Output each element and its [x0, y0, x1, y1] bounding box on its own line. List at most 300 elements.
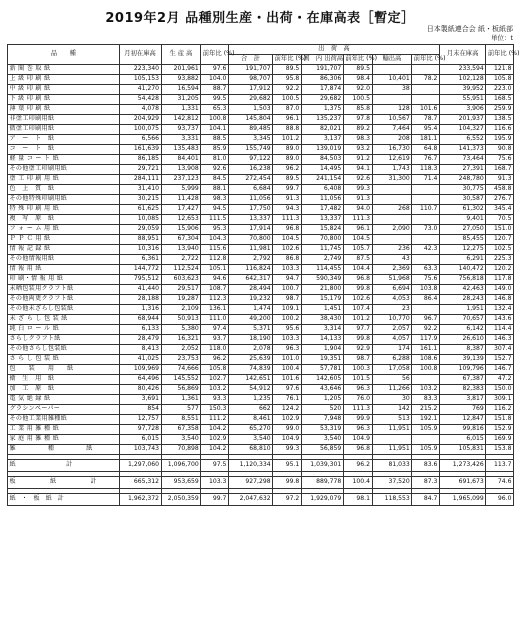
- value-cell: 19,232: [228, 295, 272, 305]
- value-cell: 84,503: [301, 155, 343, 165]
- table-row: [8, 235, 514, 245]
- value-cell: 2,057: [372, 325, 412, 335]
- value-cell: 132.4: [486, 305, 514, 315]
- value-cell: 268: [372, 205, 412, 215]
- value-cell: 12,757: [119, 415, 161, 425]
- value-cell: 99.7: [201, 494, 229, 506]
- value-cell: 70,800: [228, 235, 272, 245]
- value-cell: 74,839: [228, 365, 272, 375]
- value-cell: 272,454: [228, 175, 272, 185]
- value-cell: 513: [372, 415, 412, 425]
- value-cell: [372, 95, 412, 105]
- product-name: 印 刷・情 報 用 紙: [8, 275, 120, 285]
- value-cell: 97.2: [273, 494, 302, 506]
- value-cell: 85,455: [439, 235, 485, 245]
- value-cell: 104.0: [201, 75, 229, 85]
- value-cell: [412, 305, 440, 315]
- value-cell: 100.2: [273, 315, 302, 325]
- page-title: 2019年2月 品種別生産・出荷・在庫高表［暫定］: [105, 11, 415, 26]
- table-row: [8, 435, 514, 445]
- value-cell: 237,123: [161, 175, 201, 185]
- value-cell: [412, 185, 440, 195]
- value-cell: 7,464: [372, 125, 412, 135]
- value-cell: 150.3: [201, 405, 229, 415]
- value-cell: 70,800: [301, 235, 343, 245]
- value-cell: 116.2: [486, 405, 514, 415]
- table-row: [8, 325, 514, 335]
- value-cell: [412, 95, 440, 105]
- value-cell: 38,430: [301, 315, 343, 325]
- value-cell: 143.6: [486, 315, 514, 325]
- value-cell: 6,015: [119, 435, 161, 445]
- product-name: 板 紙 計: [8, 477, 120, 489]
- value-cell: 74.6: [486, 477, 514, 489]
- value-cell: [412, 195, 440, 205]
- table-row: [8, 365, 514, 375]
- value-cell: 47.2: [486, 375, 514, 385]
- value-cell: 151.8: [486, 415, 514, 425]
- product-name: 色 上 質 紙: [8, 185, 120, 195]
- value-cell: [372, 195, 412, 205]
- value-cell: 1,361: [161, 395, 201, 405]
- value-cell: 101.2: [343, 315, 372, 325]
- value-cell: 43: [372, 255, 412, 265]
- value-cell: 96.8: [273, 225, 302, 235]
- value-cell: 16,321: [161, 335, 201, 345]
- value-cell: 17,874: [301, 85, 343, 95]
- value-cell: 78.7: [412, 115, 440, 125]
- value-cell: 120.7: [486, 235, 514, 245]
- value-cell: 2,749: [301, 255, 343, 265]
- value-cell: 1,503: [228, 105, 272, 115]
- value-cell: [412, 215, 440, 225]
- value-cell: 85.8: [343, 105, 372, 115]
- value-cell: 27,391: [439, 165, 485, 175]
- value-cell: 3,314: [301, 325, 343, 335]
- organization-label: 日本製紙連合会 紙・板紙部: [426, 25, 513, 33]
- product-name: 中 級 印 刷 紙: [8, 85, 120, 95]
- value-cell: 118,553: [372, 494, 412, 506]
- value-cell: 112.3: [201, 295, 229, 305]
- value-cell: [412, 255, 440, 265]
- value-cell: 124.2: [273, 405, 302, 415]
- value-cell: 111.5: [201, 215, 229, 225]
- table-row: [8, 460, 514, 472]
- value-cell: 91.2: [343, 155, 372, 165]
- value-cell: 116.6: [486, 125, 514, 135]
- value-cell: 15,906: [161, 225, 201, 235]
- value-cell: 97,122: [228, 155, 272, 165]
- value-cell: 97.7: [343, 325, 372, 335]
- value-cell: 99.3: [273, 445, 302, 455]
- value-cell: 756,818: [439, 275, 485, 285]
- value-cell: 100.8: [201, 115, 229, 125]
- value-cell: 102.6: [273, 245, 302, 255]
- product-name: 特 殊 印 刷 用 紙: [8, 205, 120, 215]
- value-cell: 81.0: [201, 155, 229, 165]
- value-cell: 93.3: [201, 395, 229, 405]
- value-cell: 29,059: [119, 225, 161, 235]
- value-cell: 110.7: [412, 205, 440, 215]
- value-cell: 225.3: [486, 255, 514, 265]
- value-cell: 109,796: [439, 365, 485, 375]
- product-name: 純 白 ロ ー ル 紙: [8, 325, 120, 335]
- product-name: 軽 量 コ ー ト 紙: [8, 155, 120, 165]
- product-name: 雑 種 紙: [8, 445, 120, 455]
- value-cell: 93,737: [161, 125, 201, 135]
- value-cell: 99.0: [273, 425, 302, 435]
- value-cell: 88,951: [119, 235, 161, 245]
- value-cell: 30,215: [119, 195, 161, 205]
- value-cell: 152.9: [486, 425, 514, 435]
- value-cell: 1,451: [301, 305, 343, 315]
- value-cell: 309.1: [486, 395, 514, 405]
- value-cell: 37,520: [372, 477, 412, 489]
- value-cell: 103,743: [119, 445, 161, 455]
- product-name: その他両更クラフト紙: [8, 295, 120, 305]
- value-cell: 215.2: [412, 405, 440, 415]
- value-cell: 16,594: [161, 85, 201, 95]
- product-name: Ｐ Ｐ Ｃ 用 紙: [8, 235, 120, 245]
- value-cell: [412, 85, 440, 95]
- table-row: [8, 65, 514, 75]
- value-cell: 19,287: [161, 295, 201, 305]
- value-cell: 70,898: [161, 445, 201, 455]
- value-cell: 64,496: [119, 375, 161, 385]
- value-cell: 15,824: [301, 225, 343, 235]
- value-cell: 91.3: [273, 195, 302, 205]
- value-cell: 1,962,372: [119, 494, 161, 506]
- value-cell: 105.8: [486, 75, 514, 85]
- value-cell: 96.2: [201, 355, 229, 365]
- value-cell: 181.1: [412, 135, 440, 145]
- value-cell: 78.2: [412, 75, 440, 85]
- value-cell: 84.7: [412, 494, 440, 506]
- value-cell: 86,185: [119, 155, 161, 165]
- value-cell: 142,605: [301, 375, 343, 385]
- value-cell: 6,142: [439, 325, 485, 335]
- product-name: 包 装 用 紙: [8, 365, 120, 375]
- value-cell: 145,552: [161, 375, 201, 385]
- value-cell: 103.3: [201, 477, 229, 489]
- value-cell: 28,479: [119, 335, 161, 345]
- value-cell: 140,472: [439, 265, 485, 275]
- value-cell: 99.3: [343, 185, 372, 195]
- table-row: [8, 185, 514, 195]
- value-cell: 10,085: [119, 215, 161, 225]
- value-cell: 1,297,060: [119, 460, 161, 472]
- value-cell: 53,319: [301, 425, 343, 435]
- product-name: さらしクラフト紙: [8, 335, 120, 345]
- value-cell: 67,304: [161, 235, 201, 245]
- value-cell: 11,056: [228, 195, 272, 205]
- value-cell: 56,859: [301, 445, 343, 455]
- value-cell: 6,015: [439, 435, 485, 445]
- value-cell: 146.8: [486, 295, 514, 305]
- value-cell: 174: [372, 345, 412, 355]
- value-cell: 345.4: [486, 205, 514, 215]
- value-cell: 73.0: [412, 225, 440, 235]
- value-cell: 1,273,426: [439, 460, 485, 472]
- value-cell: 56,869: [161, 385, 201, 395]
- value-cell: 102.9: [273, 415, 302, 425]
- value-cell: 93,882: [161, 75, 201, 85]
- header-opening-inventory: 月初在庫高: [119, 45, 161, 65]
- value-cell: 259.9: [486, 105, 514, 115]
- value-cell: 139,019: [301, 145, 343, 155]
- value-cell: 102.9: [201, 435, 229, 445]
- value-cell: 92.0: [343, 85, 372, 95]
- value-cell: 105.8: [201, 365, 229, 375]
- value-cell: 95.6: [273, 325, 302, 335]
- product-name: 未 ざ ら し 包 装 紙: [8, 315, 120, 325]
- product-name: 情 報 記 録 紙: [8, 245, 120, 255]
- value-cell: 109,969: [119, 365, 161, 375]
- value-cell: 117.8: [486, 275, 514, 285]
- value-cell: 11,745: [301, 245, 343, 255]
- value-cell: 96.8: [343, 275, 372, 285]
- header-production: 生 産 高: [161, 45, 201, 65]
- value-cell: 99.8: [343, 285, 372, 295]
- value-cell: 81,033: [372, 460, 412, 472]
- value-cell: 14,495: [301, 165, 343, 175]
- value-cell: 111.3: [343, 215, 372, 225]
- value-cell: 3,540: [161, 435, 201, 445]
- value-cell: 103.8: [412, 285, 440, 295]
- value-cell: 7,948: [301, 415, 343, 425]
- value-cell: 6,684: [228, 185, 272, 195]
- value-cell: 236: [372, 245, 412, 255]
- value-cell: 1,904: [301, 345, 343, 355]
- value-cell: [372, 65, 412, 75]
- value-cell: 92.2: [273, 85, 302, 95]
- value-cell: 104.5: [343, 235, 372, 245]
- value-cell: 142: [372, 405, 412, 415]
- value-cell: 91.3: [486, 175, 514, 185]
- value-cell: 112,524: [161, 265, 201, 275]
- table-row: [8, 75, 514, 85]
- header-yoy: 前年比 (%): [273, 55, 302, 65]
- value-cell: 87.0: [273, 105, 302, 115]
- table-row: [8, 155, 514, 165]
- value-cell: 100.4: [343, 477, 372, 489]
- table-row: [8, 225, 514, 235]
- table-row: [8, 95, 514, 105]
- value-cell: 1,743: [372, 165, 412, 175]
- value-cell: 27,050: [439, 225, 485, 235]
- value-cell: 146.7: [486, 365, 514, 375]
- value-cell: 241,154: [301, 175, 343, 185]
- table-row: [8, 375, 514, 385]
- value-cell: 105,153: [119, 75, 161, 85]
- value-cell: 29,682: [301, 95, 343, 105]
- value-cell: 39,139: [439, 355, 485, 365]
- value-cell: 4,057: [372, 335, 412, 345]
- value-cell: 94.3: [273, 205, 302, 215]
- production-table: [7, 44, 520, 506]
- value-cell: 18,190: [228, 335, 272, 345]
- product-name: 情 報 用 紙: [8, 265, 120, 275]
- table-row: [8, 195, 514, 205]
- value-cell: 98,707: [228, 75, 272, 85]
- product-name: 塗 工 印 刷 用 紙: [8, 175, 120, 185]
- table-row: [8, 477, 514, 489]
- value-cell: 1,929,079: [301, 494, 343, 506]
- value-cell: 144,772: [119, 265, 161, 275]
- value-cell: 662: [228, 405, 272, 415]
- value-cell: 39,952: [439, 85, 485, 95]
- value-cell: 99.8: [273, 477, 302, 489]
- value-cell: 104.1: [201, 125, 229, 135]
- value-cell: 95.3: [201, 225, 229, 235]
- product-name: その他未ざらし包装紙: [8, 305, 120, 315]
- value-cell: 17,912: [228, 85, 272, 95]
- value-cell: 9,401: [439, 215, 485, 225]
- value-cell: 41,025: [119, 355, 161, 365]
- value-cell: 11,951: [372, 445, 412, 455]
- value-cell: 89,485: [228, 125, 272, 135]
- value-cell: 11,266: [372, 385, 412, 395]
- value-cell: 284,111: [119, 175, 161, 185]
- value-cell: 248,780: [439, 175, 485, 185]
- value-cell: 2,109: [161, 305, 201, 315]
- table-row: [8, 165, 514, 175]
- value-cell: 86.4: [412, 295, 440, 305]
- value-cell: 89.5: [273, 175, 302, 185]
- value-cell: 84,401: [161, 155, 201, 165]
- value-cell: 30: [372, 395, 412, 405]
- value-cell: 12,847: [439, 415, 485, 425]
- value-cell: 161.1: [412, 345, 440, 355]
- value-cell: 141,373: [439, 145, 485, 155]
- value-cell: 3,540: [228, 435, 272, 445]
- value-cell: 1,039,301: [301, 460, 343, 472]
- product-name: 複 写 原 紙: [8, 215, 120, 225]
- value-cell: 577: [161, 405, 201, 415]
- table-row: [8, 315, 514, 325]
- value-cell: 101.0: [273, 355, 302, 365]
- value-cell: 28,188: [119, 295, 161, 305]
- value-cell: 889,778: [301, 477, 343, 489]
- value-cell: 10,316: [119, 245, 161, 255]
- value-cell: 55,951: [439, 95, 485, 105]
- value-cell: 89.0: [273, 155, 302, 165]
- product-name: フ ォ ー ム 用 紙: [8, 225, 120, 235]
- value-cell: 6,566: [119, 135, 161, 145]
- value-cell: 85.9: [201, 145, 229, 155]
- value-cell: 201,937: [439, 115, 485, 125]
- value-cell: 90.8: [486, 145, 514, 155]
- value-cell: 115.6: [201, 245, 229, 255]
- value-cell: 57,781: [301, 365, 343, 375]
- value-cell: 1,096,700: [161, 460, 201, 472]
- value-cell: 28,494: [228, 285, 272, 295]
- value-cell: 98.3: [201, 195, 229, 205]
- value-cell: 38: [372, 85, 412, 95]
- value-cell: 191,707: [301, 65, 343, 75]
- value-cell: 30,775: [439, 185, 485, 195]
- value-cell: 2,047,632: [228, 494, 272, 506]
- value-cell: 42.3: [412, 245, 440, 255]
- value-cell: 104.5: [273, 235, 302, 245]
- value-cell: 86,306: [301, 75, 343, 85]
- value-cell: 75.6: [412, 275, 440, 285]
- value-cell: 168.7: [486, 165, 514, 175]
- value-cell: 5,380: [161, 325, 201, 335]
- value-cell: 13,940: [161, 245, 201, 255]
- table-row: [8, 215, 514, 225]
- value-cell: 3,137: [301, 135, 343, 145]
- value-cell: 107.4: [343, 305, 372, 315]
- value-cell: 100.3: [343, 365, 372, 375]
- value-cell: 204,929: [119, 115, 161, 125]
- value-cell: 97.6: [273, 385, 302, 395]
- value-cell: 41,440: [119, 285, 161, 295]
- value-cell: 201,961: [161, 65, 201, 75]
- table-row: [8, 445, 514, 455]
- product-name: その他さらし包装紙: [8, 345, 120, 355]
- value-cell: 43,646: [301, 385, 343, 395]
- value-cell: 68,810: [228, 445, 272, 455]
- value-cell: 307.4: [486, 345, 514, 355]
- value-cell: 135,237: [301, 115, 343, 125]
- value-cell: 17,058: [372, 365, 412, 375]
- value-cell: 94.0: [343, 205, 372, 215]
- value-cell: 88.7: [201, 85, 229, 95]
- value-cell: 41,270: [119, 85, 161, 95]
- value-cell: 12,619: [372, 155, 412, 165]
- value-cell: 83.6: [412, 460, 440, 472]
- value-cell: 101.6: [273, 375, 302, 385]
- value-cell: 192.1: [412, 415, 440, 425]
- value-cell: 97,728: [119, 425, 161, 435]
- table-row: [8, 175, 514, 185]
- value-cell: 29,682: [228, 95, 272, 105]
- value-cell: 88.5: [201, 135, 229, 145]
- value-cell: 99.8: [343, 335, 372, 345]
- table-row: [8, 295, 514, 305]
- product-name: その他特殊印刷用紙: [8, 195, 120, 205]
- value-cell: 93.7: [201, 335, 229, 345]
- value-cell: [412, 435, 440, 445]
- header-domestic: 国 内 出荷高: [301, 55, 343, 65]
- value-cell: 13,337: [301, 215, 343, 225]
- value-cell: 145,804: [228, 115, 272, 125]
- value-cell: 6,694: [372, 285, 412, 295]
- value-cell: 1,331: [161, 105, 201, 115]
- value-cell: 100,075: [119, 125, 161, 135]
- value-cell: 95.4: [412, 125, 440, 135]
- value-cell: 168.5: [486, 95, 514, 105]
- value-cell: 82,021: [301, 125, 343, 135]
- value-cell: 642,317: [228, 275, 272, 285]
- value-cell: 223.0: [486, 85, 514, 95]
- value-cell: 11,981: [228, 245, 272, 255]
- product-name: ア ー ト 紙: [8, 135, 120, 145]
- table-row: [8, 335, 514, 345]
- value-cell: 142,651: [228, 375, 272, 385]
- value-cell: 161,639: [119, 145, 161, 155]
- value-cell: 50,913: [161, 315, 201, 325]
- value-cell: 80,426: [119, 385, 161, 395]
- product-name: 工 業 用 雑 種 紙: [8, 425, 120, 435]
- table-row: [8, 355, 514, 365]
- value-cell: 101.6: [412, 105, 440, 115]
- table-row: [8, 255, 514, 265]
- value-cell: 13,337: [228, 215, 272, 225]
- value-cell: 1,965,099: [439, 494, 485, 506]
- value-cell: 3,817: [439, 395, 485, 405]
